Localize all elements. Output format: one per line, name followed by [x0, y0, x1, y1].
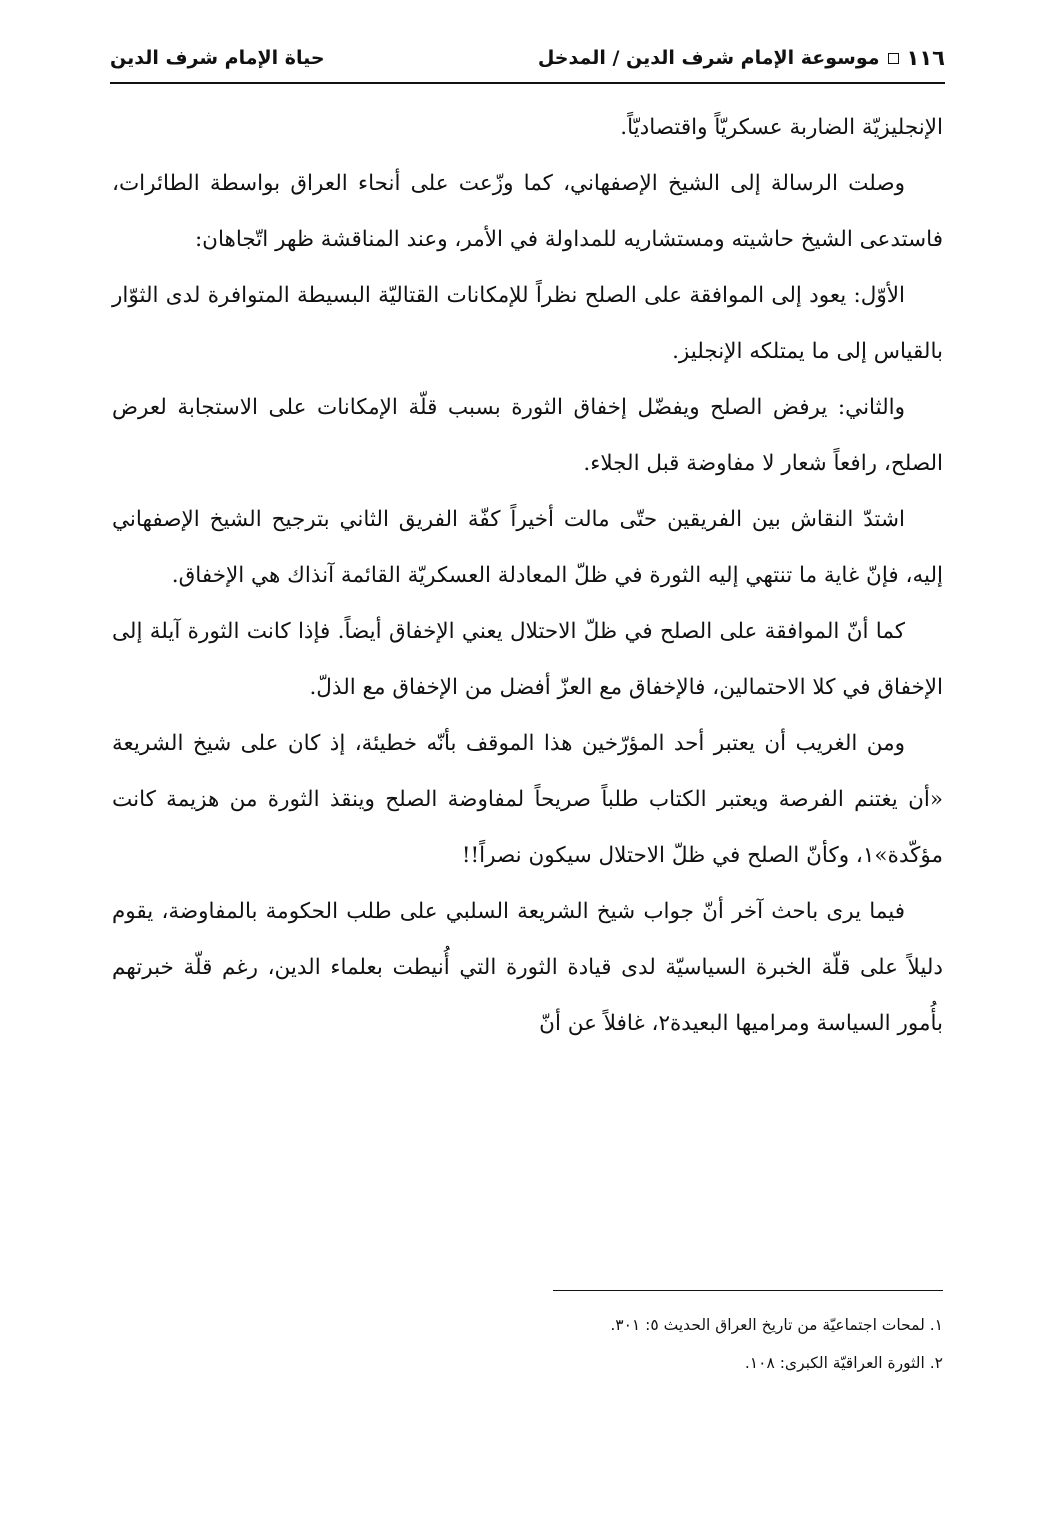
- paragraph: الإنجليزيّة الضاربة عسكريّاً واقتصاديّاً.: [620, 115, 943, 140]
- footnote-divider: [553, 1290, 943, 1291]
- paragraph: فيما يرى باحث آخر أنّ جواب شيخ الشريعة السلبي على طلب الحكومة بالمفاوضة، يقوم دليلاً على قلّة الخبرة السياسيّة لدى قيادة الثورة التي أُنيطت بعلماء الدين، رغم قلّة خبرتهم بأُمور السياسة ومراميها البعيدة٢، غافلاً عن أنّ: [112, 899, 943, 1036]
- footnote-item: ٢. الثورة العراقيّة الكبرى: ١٠٨.: [744, 1354, 943, 1372]
- paragraph: اشتدّ النقاش بين الفريقين حتّى مالت أخيراً كفّة الفريق الثاني بترجيح الشيخ الإصفهاني إليه، فإنّ غاية ما تنتهي إليه الثورة في ظلّ المعادلة العسكريّة القائمة آنذاك هي الإخفاق.: [112, 507, 943, 588]
- paragraph: الأوّل: يعود إلى الموافقة على الصلح نظراً للإمكانات القتاليّة البسيطة المتوافرة لدى الثوّار بالقياس إلى ما يمتلكه الإنجليز.: [112, 283, 943, 364]
- paragraph: وصلت الرسالة إلى الشيخ الإصفهاني، كما وزّعت على أنحاء العراق بواسطة الطائرات، فاستدعى الشيخ حاشيته ومستشاريه للمداولة في الأمر، وعند المناقشة ظهر اتّجاهان:: [112, 171, 943, 252]
- footnote-item: ١. لمحات اجتماعيّة من تاريخ العراق الحديث ٥: ٣٠١.: [610, 1316, 943, 1334]
- square-bullet-icon: [888, 53, 899, 64]
- header-right-title: موسوعة الإمام شرف الدين / المدخل: [537, 47, 880, 69]
- running-header: [110, 38, 945, 84]
- paragraph: ومن الغريب أن يعتبر أحد المؤرّخين هذا الموقف بأنّه خطيئة، إذ كان على شيخ الشريعة «أن يغتنم الفرصة ويعتبر الكتاب طلباً صريحاً لمفاوضة الصلح وينقذ الثورة من هزيمة كانت مؤكّدة»١، وكأنّ الصلح في ظلّ الاحتلال سيكون نصراً!!: [112, 731, 943, 868]
- footnotes: [112, 1306, 943, 1382]
- body-text: [112, 100, 943, 1052]
- page-number: ١١٦: [906, 46, 945, 70]
- header-left-title: حياة الإمام شرف الدين: [110, 47, 325, 69]
- paragraph: والثاني: يرفض الصلح ويفضّل إخفاق الثورة بسبب قلّة الإمكانات على الاستجابة لعرض الصلح، رافعاً شعار لا مفاوضة قبل الجلاء.: [112, 395, 943, 476]
- header-right-group: [538, 46, 945, 70]
- paragraph: كما أنّ الموافقة على الصلح في ظلّ الاحتلال يعني الإخفاق أيضاً. فإذا كانت الثورة آيلة إلى الإخفاق في كلا الاحتمالين، فالإخفاق مع العزّ أفضل من الإخفاق مع الذلّ.: [112, 619, 943, 700]
